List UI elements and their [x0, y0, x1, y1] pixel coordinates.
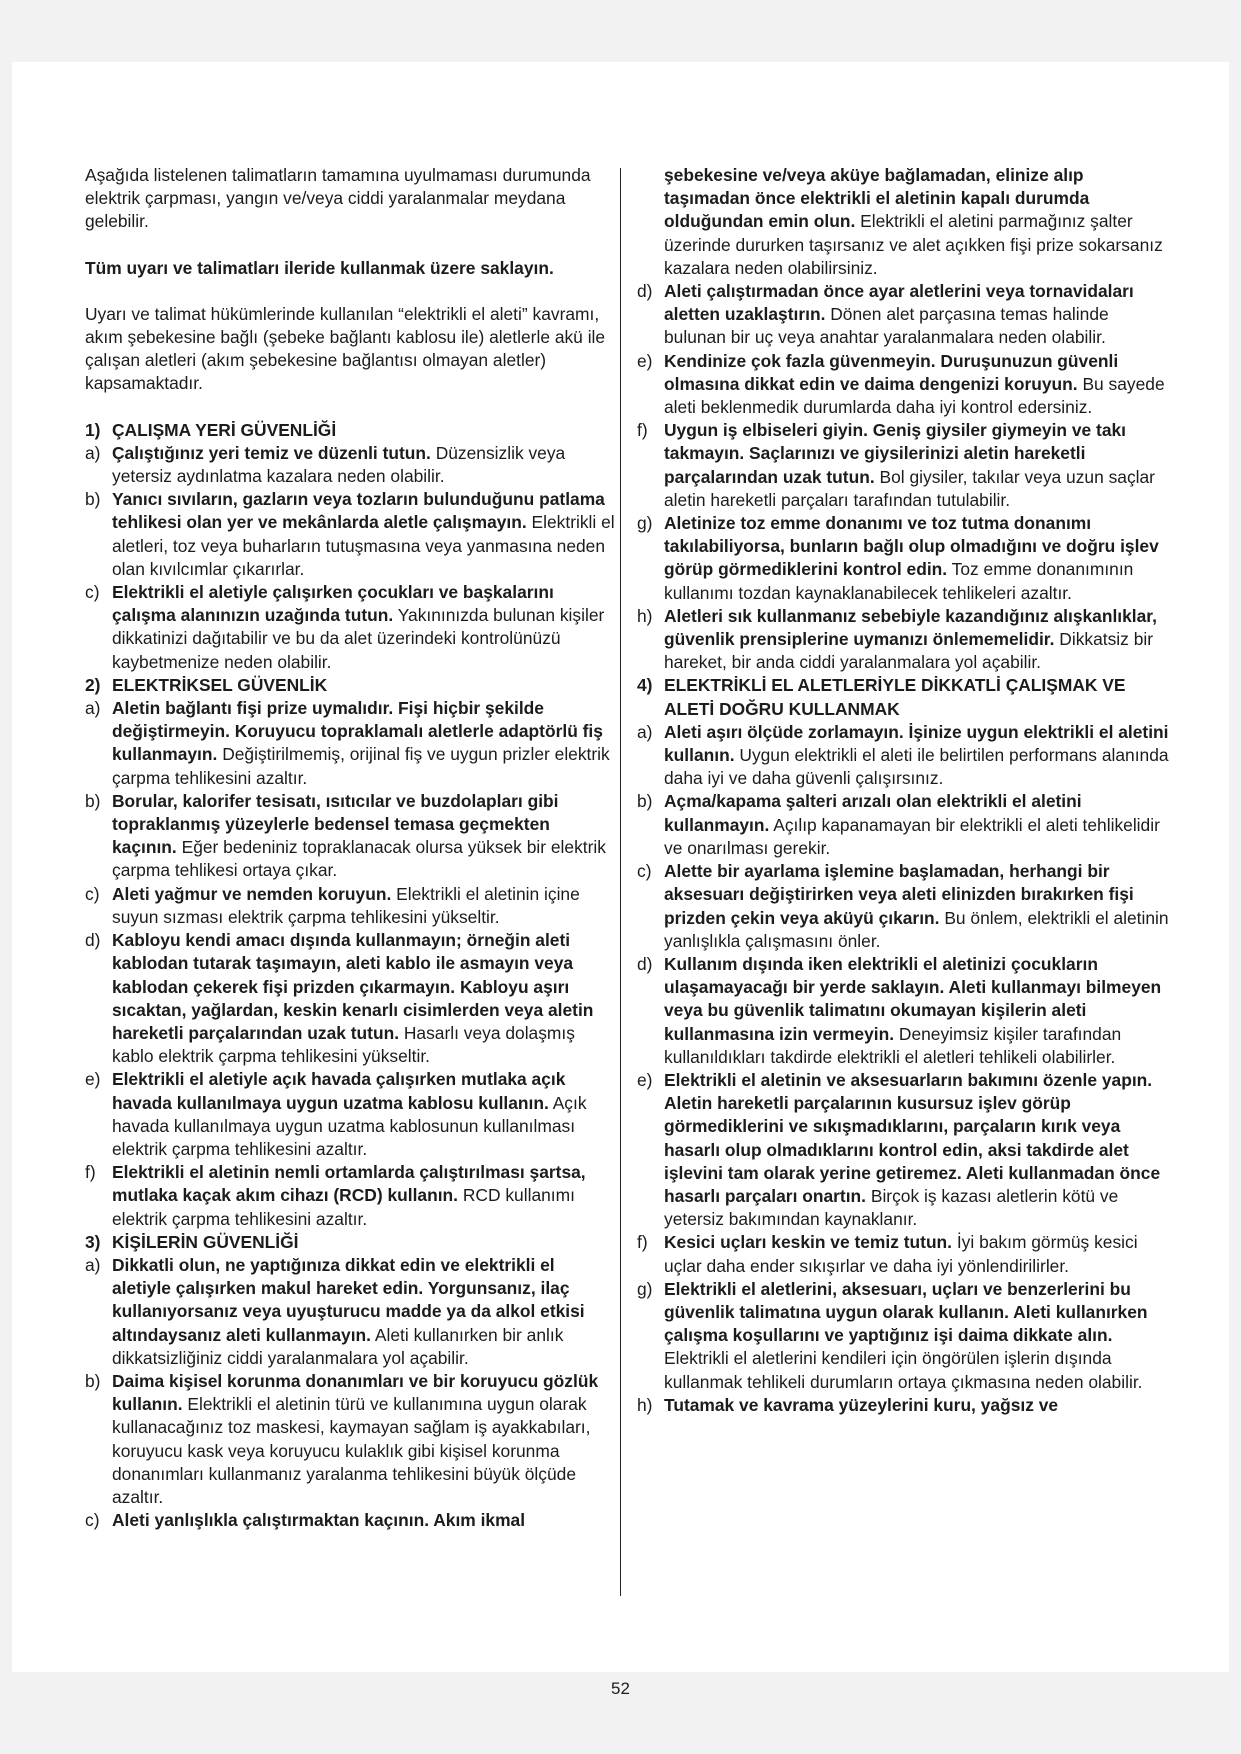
item-letter [637, 164, 664, 280]
section-3-title: KİŞİLERİN GÜVENLİĞİ [112, 1231, 299, 1252]
item-letter: d) [637, 281, 653, 302]
item-letter: a) [637, 721, 653, 742]
item-text: Bu sayede aleti beklenmedik durumlarda daha iyi kontrol edersiniz. [664, 373, 1165, 418]
item-letter: e) [637, 350, 653, 371]
list-item [637, 1069, 1172, 1231]
item-letter: f) [85, 1162, 96, 1183]
item-bold-text: Aletinize toz emme donanımı ve toz tutma donanımı takılabiliyorsa, bunların bağlı olup olmadığını ve doğru işlev görüp görmediklerini kontrol edin. [664, 513, 1159, 580]
item-text: Değiştirilmemiş, orijinal fiş ve uygun prizler elektrik çarpma tehlikesini azaltır. [112, 744, 610, 788]
item-bold-text: Yanıcı sıvıların, gazların veya tozların bulunduğunu patlama tehlikesi olan yer ve mekânlarda aletle çalışmayın. [112, 489, 605, 533]
list-item [637, 790, 1172, 860]
section-2-title: ELEKTRİKSEL GÜVENLİK [112, 674, 328, 695]
item-text: Açık havada kullanılmaya uygun uzatma kablosunun kullanılması elektrik çarpma tehlikesini azaltır. [112, 1092, 587, 1159]
list-item [637, 280, 1172, 350]
item-letter: a) [85, 442, 101, 463]
item-bold-text: Kullanım dışında iken elektrikli el aletinizi çocukların ulaşamayacağı bir yerde saklayın. Aleti kullanmayı bilmeyen veya bu güvenlik talimatını okumayan kişilerin aleti kullanmasına izin vermeyin. [664, 953, 1162, 1044]
item-letter: d) [637, 953, 653, 974]
item-text: Uygun elektrikli el aleti ile belirtilen performans alanında daha iyi ve daha güvenli çalışırsınız. [664, 745, 1169, 789]
item-letter: b) [85, 1370, 101, 1391]
list-item [85, 1161, 615, 1231]
item-text: Eğer bedeniniz topraklanacak olursa yüksek bir elektrik çarpma tehlikesi ortaya çıkar. [112, 837, 606, 881]
item-bold-text: Aletleri sık kullanmanız sebebiyle kazandığınız alışkanlıklar, güvenlik prensiplerine uymanızı önlememelidir. [664, 605, 1157, 650]
item-letter: g) [637, 513, 653, 534]
item-bold-text: Elektrikli el aletiyle açık havada çalışırken mutlaka açık havada kullanılmaya uygun uzatma kablosu kullanın. [112, 1069, 566, 1113]
section-2-number: 2) [85, 674, 101, 695]
list-item [85, 488, 615, 581]
item-bold-text: Aletin bağlantı fişi prize uymalıdır. Fişi hiçbir şekilde değiştirmeyin. Koruyucu topraklamalı aletlerle adaptörlü fiş kullanmayın. [112, 698, 603, 765]
list-item [85, 581, 615, 674]
item-bold-text: Elektrikli el aletlerini, aksesuarı, uçları ve benzerlerini bu güvenlik talimatına uygun olarak kullanın. Aleti kullanırken çalışma koşullarını ve yaptığınız işi daima dikkate alın. [664, 1278, 1148, 1346]
left-column [85, 164, 615, 1532]
section-1-heading [85, 419, 615, 442]
list-item [85, 790, 615, 883]
item-letter: b) [637, 791, 653, 812]
item-text: Elektrikli el aletinin türü ve kullanımına uygun olarak kullanacağınız toz maskesi, kaymayan sağlam iş ayakkabıları, koruyucu kask veya koruyucu kulaklık gibi kişisel korunma donanımları kullanmanız yaralanma tehlikesini büyük ölçüde azaltır. [112, 1394, 591, 1507]
item-bold-text: Borular, kalorifer tesisatı, ısıtıcılar ve buzdolapları gibi topraklanmış yüzeylerle bedensel temasa geçmekten kaçının. [112, 790, 559, 858]
list-item [85, 929, 615, 1068]
item-text: Dikkatsiz bir hareket, bir anda ciddi yaralanmalara yol açabilir. [664, 629, 1154, 673]
section-1-title: ÇALIŞMA YERİ GÜVENLİĞİ [112, 419, 337, 440]
item-text: Açılıp kapanamayan bir elektrikli el aleti tehlikelidir ve onarılması gerekir. [664, 814, 1160, 858]
item-letter: e) [637, 1069, 653, 1090]
list-item [637, 350, 1172, 420]
item-text: Bu önlem, elektrikli el aletinin yanlışlıkla çalışmasını önler. [664, 907, 1169, 951]
item-bold-text: Kabloyu kendi amacı dışında kullanmayın; örneğin aleti kablodan tutarak taşımayın, aleti kablo ile asmayın veya kablodan çekerek fişi prizden çıkarmayın. Kabloyu aşırı sıcaktan, yağlardan, keskin kenarlı cisimlerden veya aletin hareketli parçalarından uzak tutun. [112, 930, 594, 1043]
item-text: Elektrikli el aletlerini kendileri için öngörülen işlerin dışında kullanmak tehlikeli durumların ortaya çıkmasına neden olabilir. [664, 1348, 1143, 1392]
item-text: İyi bakım görmüş kesici uçlar daha ender sıkışırlar ve daha iyi yönlendirilirler. [664, 1232, 1138, 1276]
item-letter: f) [637, 1232, 648, 1253]
item-text: Hasarlı veya dolaşmış kablo elektrik çarpma tehlikesini yükseltir. [112, 1022, 575, 1067]
item-bold-text: Açma/kapama şalteri arızalı olan elektrikli el aletini kullanmayın. [664, 791, 1082, 835]
section-1-number: 1) [85, 419, 101, 440]
list-item [637, 1394, 1172, 1417]
list-item [637, 953, 1172, 1069]
item-bold-text: Daima kişisel korunma donanımları ve bir koruyucu gözlük kullanın. [112, 1370, 599, 1415]
item-bold-text: Alette bir ayarlama işlemine başlamadan, herhangi bir aksesuarı değiştirirken veya aleti elinizden bırakırken fişi prizden çekin veya aküyü çıkarın. [664, 861, 1134, 928]
manual-page [12, 62, 1229, 1698]
list-item [85, 1509, 615, 1532]
item-text: Birçok iş kazası aletlerin kötü ve yetersiz bakımından kaynaklanır. [664, 1185, 1119, 1230]
item-text: Toz emme donanımının kullanımı tozdan kaynaklanabilecek tehlikeleri azaltır. [664, 559, 1134, 603]
section-2-heading [85, 674, 615, 697]
item-bold-text: Dikkatli olun, ne yaptığınıza dikkat edin ve elektrikli el aletiyle çalışırken makul hareket edin. Yorgunsanız, ilaç kullanıyorsanız veya uyuşturucu madde ya da alkol etkisi altındaysanız aleti kullanmayın. [112, 1254, 585, 1345]
item-bold-text: Çalıştığınız yeri temiz ve düzenli tutun. [112, 442, 431, 463]
list-item [85, 697, 615, 790]
list-item [637, 860, 1172, 953]
item-bold-text: Aleti çalıştırmadan önce ayar aletlerini veya tornavidaları aletten uzaklaştırın. [664, 281, 1134, 325]
item-bold-text: Kesici uçları keskin ve temiz tutun. [664, 1232, 953, 1253]
list-item [637, 419, 1172, 512]
item-letter: b) [85, 489, 101, 510]
section-3-number: 3) [85, 1231, 101, 1252]
item-text: RCD kullanımı elektrik çarpma tehlikesini azaltır. [112, 1185, 575, 1229]
section-4-number: 4) [637, 675, 653, 696]
item-text: Elektrikli el aletinin içine suyun sızması elektrik çarpma tehlikesini yükseltir. [112, 883, 580, 927]
item-letter: h) [637, 605, 653, 626]
item-bold-text: Tutamak ve kavrama yüzeylerini kuru, yağsız ve [664, 1394, 1059, 1415]
item-letter: b) [85, 790, 101, 811]
item-letter: a) [85, 1254, 101, 1275]
intro-paragraph-2: Tüm uyarı ve talimatları ileride kullanmak üzere saklayın. [85, 257, 554, 278]
list-item [85, 1370, 615, 1509]
column-divider [620, 168, 621, 1596]
item-bold-text: Aleti yağmur ve nemden koruyun. [112, 883, 392, 904]
item-letter: c) [85, 883, 100, 904]
item-bold-text: Elektrikli el aletinin nemli ortamlarda çalıştırılması şartsa, mutlaka kaçak akım cihazı (RCD) kullanın. [112, 1162, 586, 1206]
item-letter: c) [637, 861, 652, 882]
item-text: Dönen alet parçasına temas halinde bulunan bir uç veya anahtar yaralanmalara neden olabilir. [664, 304, 1109, 348]
list-item [637, 1231, 1172, 1277]
section-4-heading [637, 674, 1172, 720]
item-text: Yakınınızda bulunan kişiler dikkatinizi dağıtabilir ve bu da alet üzerindeki kontrolünüzü kaybetmenize neden olabilir. [112, 605, 605, 672]
item-bold-text: Aleti yanlışlıkla çalıştırmaktan kaçının. Akım ikmal [112, 1510, 526, 1531]
item-text: Düzensizlik veya yetersiz aydınlatma kazalara neden olabilir. [112, 442, 566, 487]
item-text: Elektrikli el aletini parmağınız şalter üzerinde dururken taşırsanız ve alet açıkken fişi prize sokarsanız kazalara neden olabilirsiniz. [664, 211, 1163, 278]
item-bold-text: şebekesine ve/veya aküye bağlamadan, elinize alıp taşımadan önce elektrikli el aletinin kapalı durumda olduğundan emin olun. [664, 165, 1090, 232]
item-letter: f) [637, 420, 648, 441]
section-4-title: ELEKTRİKLİ EL ALETLERİYLE DİKKATLİ ÇALIŞMAK VE ALETİ DOĞRU KULLANMAK [664, 675, 1126, 719]
list-item-continued [637, 164, 1172, 280]
list-item [637, 512, 1172, 605]
item-bold-text: Elektrikli el aletinin ve aksesuarların bakımını özenle yapın. Aletin hareketli parçalarının kusursuz işlev görüp görmediklerini ve sıkışmadıklarını, parçaların kırık veya hasarlı olup olmadıklarını kontrol edin, aksi takdirde alet işlevini tam olarak yerine getiremez. Aleti kullanmadan önce hasarlı parçaları onartın. [664, 1069, 1161, 1206]
item-text: Bol giysiler, takılar veya uzun saçlar aletin hareketli parçaları tarafından tutulabilir. [664, 466, 1155, 510]
intro-paragraph-1: Aşağıda listelenen talimatların tamamına uyulmaması durumunda elektrik çarpması, yangın ve/veya ciddi yaralanmalar meydana gelebilir. [85, 165, 591, 232]
intro-paragraph-3: Uyarı ve talimat hükümlerinde kullanılan “elektrikli el aleti” kavramı, akım şebekesine bağlı (şebeke bağlantı kablosu ile) aletlerle akü ile çalışan aletleri (akım şebekesine bağlantısı olmayan aletler) kapsamaktadır. [85, 303, 606, 394]
item-bold-text: Aleti aşırı ölçüde zorlamayın. İşinize uygun elektrikli el aletini kullanın. [664, 721, 1169, 766]
item-bold-text: Kendinize çok fazla güvenmeyin. Duruşunuzun güvenli olmasına dikkat edin ve daima dengenizi koruyun. [664, 350, 1119, 394]
item-letter: d) [85, 930, 101, 951]
item-text: Deneyimsiz kişiler tarafından kullanıldıkları takdirde elektrikli el aletleri tehlikeli olabilirler. [664, 1023, 1122, 1067]
item-text: Aleti kullanırken bir anlık dikkatsizliğiniz ciddi yaralanmalara yol açabilir. [112, 1324, 564, 1368]
item-letter: c) [85, 582, 100, 603]
list-item [85, 442, 615, 488]
section-3-heading [85, 1231, 615, 1254]
list-item [85, 1068, 615, 1161]
right-column [637, 164, 1172, 1417]
item-letter: e) [85, 1069, 101, 1090]
list-item [637, 1278, 1172, 1394]
list-item [85, 883, 615, 929]
list-item [637, 605, 1172, 675]
list-item [85, 1254, 615, 1370]
page-number: 52 [611, 1679, 630, 1698]
item-bold-text: Uygun iş elbiseleri giyin. Geniş giysiler giymeyin ve takı takmayın. Saçlarınızı ve giysilerinizi aletin hareketli parçalarından uzak tutun. [664, 420, 1126, 487]
item-letter: a) [85, 698, 101, 719]
item-letter: h) [637, 1394, 653, 1415]
item-text: Elektrikli el aletleri, toz veya buharların tutuşmasına veya yanmasına neden olan kıvılcımlar çıkarırlar. [112, 512, 615, 579]
list-item [637, 721, 1172, 791]
item-letter: c) [85, 1510, 100, 1531]
item-letter: g) [637, 1278, 653, 1299]
item-bold-text: Elektrikli el aletiyle çalışırken çocukları ve başkalarını çalışma alanınızın uzağında tutun. [112, 582, 554, 626]
